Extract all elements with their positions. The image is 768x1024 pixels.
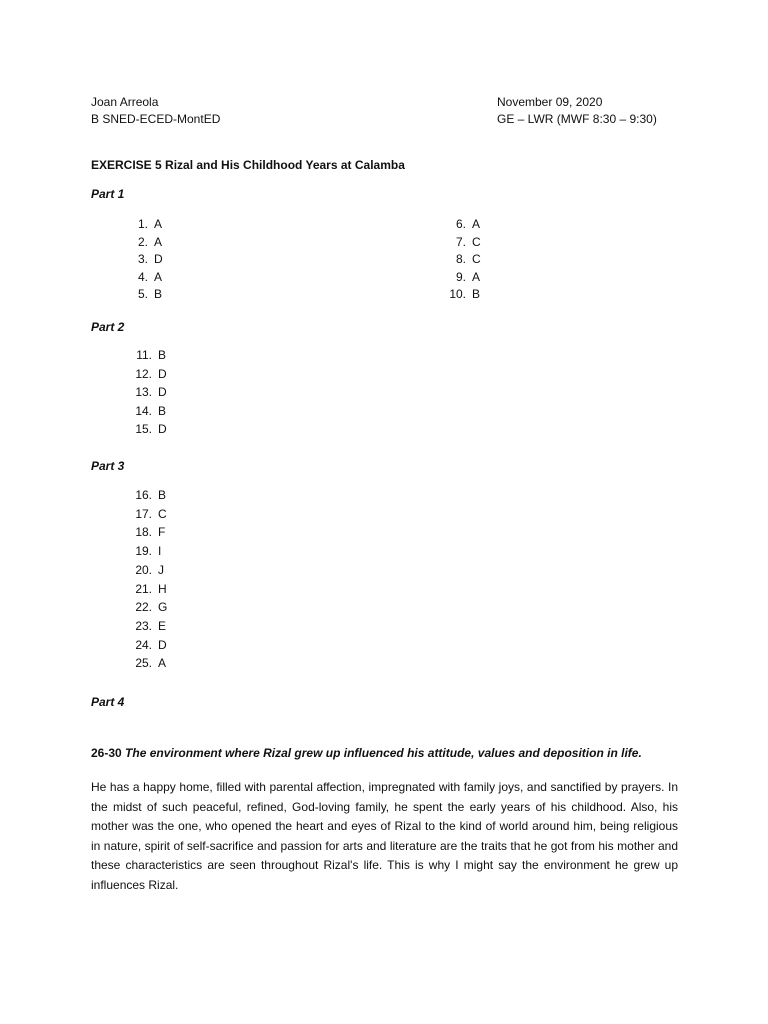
- item-answer: A: [154, 269, 163, 284]
- answer-item: [130, 562, 164, 578]
- item-answer: H: [158, 581, 167, 596]
- item-number: 2.: [137, 234, 148, 249]
- answer-item: [126, 269, 162, 285]
- item-number: 24.: [135, 637, 152, 652]
- item-answer: C: [472, 234, 481, 249]
- item-answer: A: [154, 234, 163, 249]
- answer-item: [444, 269, 480, 285]
- item-number: 13.: [135, 385, 152, 400]
- answer-item: [126, 234, 162, 250]
- item-answer: E: [158, 618, 167, 633]
- item-answer: C: [158, 506, 167, 521]
- answer-item: [444, 234, 481, 250]
- item-answer: A: [154, 217, 163, 231]
- item-number: 17.: [135, 506, 152, 521]
- item-answer: B: [158, 403, 167, 418]
- item-number: 11.: [136, 348, 152, 362]
- item-number: 4.: [137, 269, 148, 284]
- item-answer: I: [158, 544, 162, 559]
- item-answer: J: [158, 562, 164, 577]
- student-name: Joan Arreola: [91, 95, 159, 109]
- item-answer: B: [472, 287, 481, 302]
- part4-question-text: The environment where Rizal grew up influenced his attitude, values and deposition in life.: [125, 746, 642, 760]
- item-answer: B: [158, 488, 167, 502]
- item-number: 7.: [455, 234, 466, 249]
- answer-item: [444, 216, 480, 232]
- item-answer: A: [472, 217, 481, 231]
- item-answer: B: [154, 287, 163, 302]
- answer-item: [130, 421, 167, 437]
- answer-item: [130, 618, 166, 634]
- item-number: 18.: [135, 525, 152, 540]
- submission-date: November 09, 2020: [497, 95, 603, 109]
- part2-heading: Part 2: [91, 320, 125, 334]
- item-number: 3.: [137, 252, 148, 267]
- part4-question-number: 26-30: [91, 746, 122, 760]
- item-number: 1.: [137, 217, 148, 231]
- item-number: 15.: [135, 422, 152, 437]
- item-answer: A: [158, 656, 167, 671]
- item-number: 9.: [455, 269, 466, 284]
- part4-answer-paragraph: He has a happy home, filled with parental affection, impregnated with family joys, and sanctified by prayers. In the midst of such peaceful, refined, God-loving family, he spent the early years of his childhood. Also, his mother was the one, who opened the heart and eyes of Rizal to the kind of world around him, being religious in nature, spirit of self-sacrifice and passion for arts and literature are the traits that he got from his mother and these characteristics are seen throughout Rizal's life. This is why I might say the environment he grew up influences Rizal.: [91, 780, 678, 892]
- part3-heading: Part 3: [91, 459, 125, 473]
- answer-item: [130, 637, 167, 653]
- item-answer: C: [472, 252, 481, 267]
- item-answer: D: [158, 385, 167, 400]
- item-number: 10.: [449, 287, 466, 302]
- exercise-title: EXERCISE 5 Rizal and His Childhood Years at Calamba: [91, 158, 405, 172]
- program: B SNED-ECED-MontED: [91, 112, 221, 126]
- answer-item: [130, 599, 167, 615]
- item-number: 23.: [135, 618, 152, 633]
- answer-item: [130, 366, 167, 382]
- item-answer: D: [154, 252, 163, 267]
- item-number: 8.: [455, 252, 466, 267]
- answer-item: [130, 543, 161, 559]
- answer-item: [130, 506, 167, 522]
- answer-item: [126, 286, 162, 302]
- item-answer: G: [158, 600, 168, 615]
- answer-item: [130, 655, 166, 671]
- answer-item: [130, 384, 167, 400]
- answer-item: [130, 524, 165, 540]
- part4-question: [91, 745, 642, 761]
- item-answer: A: [472, 269, 481, 284]
- answer-item: [444, 286, 480, 302]
- part4-heading: Part 4: [91, 695, 125, 709]
- answer-item: [130, 581, 167, 597]
- item-number: 12.: [135, 366, 152, 381]
- item-answer: D: [158, 637, 167, 652]
- item-answer: F: [158, 525, 166, 540]
- answer-item: [126, 216, 162, 232]
- item-number: 19.: [135, 544, 152, 559]
- answer-item: [130, 347, 166, 363]
- part1-heading: Part 1: [91, 187, 125, 201]
- item-number: 14.: [135, 403, 152, 418]
- item-number: 6.: [455, 217, 466, 231]
- item-answer: B: [158, 348, 167, 362]
- item-number: 16.: [135, 488, 152, 502]
- answer-item: [130, 487, 166, 503]
- item-number: 25.: [135, 656, 152, 671]
- answer-item: [126, 251, 163, 267]
- item-number: 21.: [135, 581, 152, 596]
- item-number: 20.: [135, 562, 152, 577]
- item-answer: D: [158, 422, 167, 437]
- item-number: 22.: [135, 600, 152, 615]
- answer-item: [130, 403, 166, 419]
- answer-item: [444, 251, 481, 267]
- item-number: 5.: [137, 287, 148, 302]
- item-answer: D: [158, 366, 167, 381]
- course-schedule: GE – LWR (MWF 8:30 – 9:30): [497, 112, 657, 126]
